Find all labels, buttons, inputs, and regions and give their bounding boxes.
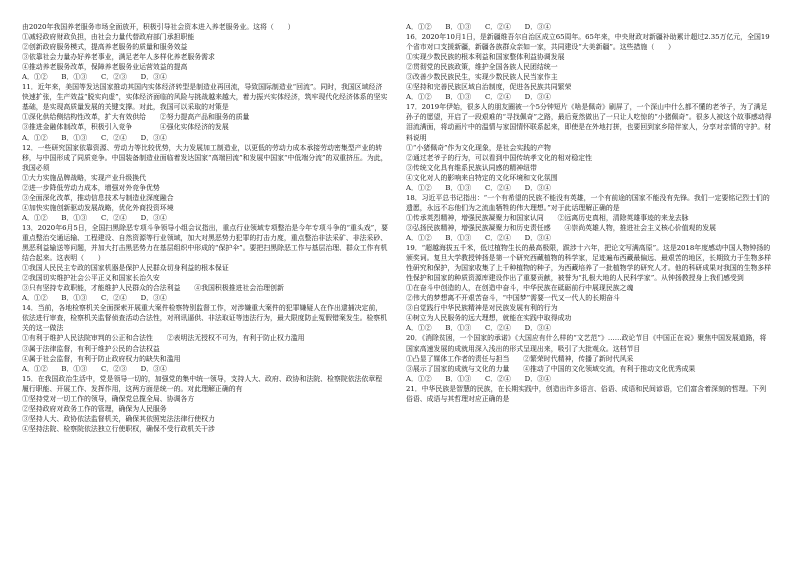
left-column-line: ①大力实施品牌战略，实现产业升级换代	[22, 173, 147, 182]
left-column-line: ①深化供给侧结构性改革，扩大有效供给 ②努力提高产品和服务的质量	[22, 113, 250, 122]
left-column-line: ④坚持法院、检察院依法独立行使职权，确保不受行政机关干涉	[22, 424, 215, 433]
left-column-line: 15．在我国政治生活中，党是领导一切的，加强党的集中统一领导，支持人大、政府、政协和法院、检察院依法依章程履行职能、开展工作、发挥作用，这两方面是统一的。对此理解正确的有	[22, 374, 383, 393]
right-column	[406, 22, 772, 561]
right-column-line: ①在奋斗中创造的人，在创造中奋斗，中华民族在砥砺前行中展现民族之魂	[406, 284, 634, 293]
right-column-line: ②贯彻党的民族政策，维护全国各族人民团结统一	[406, 63, 558, 72]
right-column-line: ③自觉践行中华民族精神是对民族发展有利的行为	[406, 304, 558, 313]
left-column-line: ②创新政府服务模式，提高养老服务的质量和服务效益	[22, 43, 188, 52]
right-column-line: A．①② B．①③ C．②④ D．③④	[406, 374, 551, 383]
right-column-line: 18．习近平总书记指出：“一个有希望的民族不能没有英雄，一个有前途的国家不能没有先锋。我们一定要铭记烈士们的遗愿，永远不忘他们为之流血牺牲的伟大理想。”对于此话理解正确的是	[406, 193, 770, 212]
left-column-line: 12．一些研究国家依靠资源、劳动力等比较优势，大力发展加工制造业，以更低的劳动力成本承接劳动密集型产业的转移，与中国形成了同质竞争。中国装备制造业面临着发达国家“高端回流”和发展中国家“中低端分流”的双重挤压。为此，我国必须	[22, 143, 388, 172]
left-column-line: ②坚持政府对政务工作的管理，确保为人民服务	[22, 404, 167, 413]
right-column-line: A．①② B．①③ C．②④ D．③④	[406, 93, 551, 102]
right-column-line: ③改善少数民族民生，实现少数民族人民当家作主	[406, 73, 558, 82]
right-column-line: ①传承英烈精神，增强民族凝聚力和国家认同 ②远离历史真相，清除英雄事迹的来龙去脉	[406, 213, 689, 222]
left-column-line: 11．近年来，美国等发达国家推动其国内实体经济转型是制造业再回流，导致国际制造业“回流”。同时，我国区域经济快速扩张，生产效益“脱实向虚”，实体经济面临的风险与挑战越来越大，着力振兴实体经济，筑牢现代化经济体系的坚实基础，是实现高质量发展的关键支撑。对此，我国可以采取的对策是	[22, 83, 388, 112]
right-column-line: 19．“超越海拔五千米，低过植物生长的最高极限，跋涉十六年，把论文写满高原”。这是2018年度感动中国人物钟扬的颁奖词。复旦大学教授钟扬是第一个研究西藏植物的科学家，足迹遍布西藏最偏远、最艰苦的地区，长期致力于生物多样性研究和保护，为国家收集了上千种植物的种子，为西藏培养了一批植物学的研究人才。他的科研成果对我国的生物多样性保护和国家的种质资源库建设作出了重要贡献，被誉为“扎根大地的人民科学家”。从钟扬教授身上我们感受到	[406, 244, 772, 283]
left-column-line: ③依靠社会力量办好养老事业，满足老年人多样化养老服务需求	[22, 53, 215, 62]
left-column-line: ③推进金融体制改革，积极引入竞争 ④强化实体经济的发展	[22, 123, 229, 132]
left-column-line: ②进一步降低劳动力成本，增强对外竞争优势	[22, 183, 160, 192]
left-column-line: ③属于法律监督，有利于维护公民的合法权益	[22, 344, 160, 353]
left-column	[22, 22, 388, 561]
right-column-line: 17．2019年伊始，很多人的朋友圈被一个5分钟短片《啥是佩奇》刷屏了，一个深山中什么都不懂的老爷子，为了满足孙子的愿望，开启了一段艰难的“寻找佩奇”之路，最后竟然做出了一只让人吃惊的“小猪佩奇”。很多人被这个故事感动得泪流满面，将动画片中的温情与家国情怀联系起来，即使是在外地打拼，也要回到家乡陪伴家人，分享对亲情的守护。材料说明	[406, 103, 772, 142]
left-column-line: A．①② B．①③ C．②④ D．③④	[22, 213, 167, 222]
left-column-line: ③坚持人大、政协依法监督机关，确保其依照宪法法律行使权力	[22, 414, 215, 423]
left-column-line: ④加快实施创新驱动发展战略，优化外商投资环境	[22, 203, 174, 212]
left-column-line: ①坚持党对一切工作的领导，确保党总揽全局、协调各方	[22, 394, 195, 403]
left-column-line: A．①② B．①③ C．②③ D．③④	[22, 364, 167, 373]
left-column-line: ③只有坚持专政职能，才能维护人民群众的合法利益 ④我国积极推进社会治理创新	[22, 284, 284, 293]
left-column-line: 13．2020年6月5日，全国扫黑除恶专项斗争领导小组会议指出，重点行业领域专项整治是今年专项斗争的“重头戏”，要重点整治交通运输、工程建设、自然资源等行业领域，加大对黑恶势力犯罪的打击力度，重点整治非法采矿、非法采砂、黑恶利益输送等问题，并加大打击黑恶势力在基层组织中形成的“保护伞”。要把扫黑除恶工作与基层治理、群众工作有机结合起来。这表明（ ）	[22, 223, 388, 263]
right-column-line: ①凸显了媒体工作者的责任与担当 ②繁荣时代精神，传播了新时代风采	[406, 354, 634, 363]
left-column-line: ②我国切实维护社会公平正义和国家长治久安	[22, 274, 160, 283]
left-column-line: A．①② B．①③ C．②④ D．③④	[22, 294, 167, 303]
left-column-line: ①有利于维护人民法院审判的公正和合法性 ②表明法无授权不可为，有利于防止权力滥用	[22, 334, 305, 343]
left-column-line: A．①② B．①③ C．②④ D．③④	[22, 133, 167, 142]
right-column-line: A．①② B．①③ C．②④ D．③④	[406, 183, 551, 192]
left-column-line: ①我国人民民主专政的国家机器是保护人民群众切身利益的根本保证	[22, 264, 229, 273]
left-column-line: 14．当前，各地检察机关全面探索开展重大案件检察特别监督工作，对涉嫌重大案件的犯罪嫌疑人在作出逮捕决定前，依法进行审查，检察机关监督侦查活动合法性，对刑讯逼供、非法取证等违法行为，最大限度防止冤假错案发生。检察机关的这一做法	[22, 304, 388, 333]
right-column-line: ①实现少数民族的根本利益和国家整体利益协调发展	[406, 53, 565, 62]
left-column-line: ④推动养老服务改革，保障养老服务业运营效益的提高	[22, 63, 188, 72]
left-column-line: ③全面深化改革，推动信息技术与制造业深度融合	[22, 193, 174, 202]
left-column-line: ④属于社会监督，有利于防止政府权力的缺失和滥用	[22, 354, 181, 363]
right-column-line: 16．2020年10月1日，是新疆维吾尔自治区成立65周年。65年来，中央财政对新疆补助累计超过2.35万亿元，全国19个省市对口支援新疆，新疆各族群众亲如一家，共同建设“大美新疆”。这些措施（ ）	[406, 33, 770, 52]
right-column-line: A．①② B．①③ C．②④ D．③④	[406, 324, 551, 333]
right-column-line: A．①② B．①③ C．②④ D．③④	[406, 233, 551, 242]
right-column-line: ④坚持和完善民族区域自治制度，促进各民族共同繁荣	[406, 83, 572, 92]
right-column-line: 20．《消除贫困，一个国家的承诺》《大国应有什么样的“文艺范”》……政论节目《中国正在说》聚焦中国发展道路，将国家高速发展的成就用深入浅出的形式呈现出来，吸引了大批观众。这档节目	[406, 334, 767, 353]
left-column-line: 由2020年我国养老服务市场全面放开，积极引导社会资本进入养老服务业。这将（ ）	[22, 23, 295, 31]
right-column-line: ②通过老爷子的行为，可以看到中国传统孝文化的相对稳定性	[406, 153, 593, 162]
right-column-line: ③弘扬民族精神，增强民族凝聚力和历史责任感 ④崇尚英雄人物，推进社会主义核心价值观的发展	[406, 223, 717, 232]
right-column-line: 21．中华民族是智慧的民族，在长期实践中，创造出许多语言、俗语、成语和民间谚语，它们富含着深刻的哲理。下列俗语、成语与其哲理对应正确的是	[406, 384, 767, 403]
left-column-line: A．①② B．①③ C．②③ D．③④	[22, 73, 167, 82]
right-column-line: ②伟大的梦想离不开艰苦奋斗，“中国梦”需要一代又一代人的长期奋斗	[406, 294, 620, 303]
right-column-line: A．①② B．①③ C．②④ D．③④	[406, 23, 551, 31]
right-column-line: ④树立为人民服务的远大理想，就能在实践中取得成功	[406, 314, 572, 323]
right-column-line: ③传统文化具有维系民族认同感的精神纽带	[406, 163, 537, 172]
right-column-line: ③展示了国家的成就与文化的力量 ④推动了中国的文化领域交流，有利于推动文化优秀成果	[406, 364, 696, 373]
right-column-line: ①“小猪佩奇”作为文化现象，是社会实践的产物	[406, 143, 551, 152]
left-column-line: ①减轻政府财政负担，由社会力量代替政府部门承担职能	[22, 33, 195, 42]
right-column-line: ④文化对人的影响来自特定的文化环境和文化氛围	[406, 173, 558, 182]
